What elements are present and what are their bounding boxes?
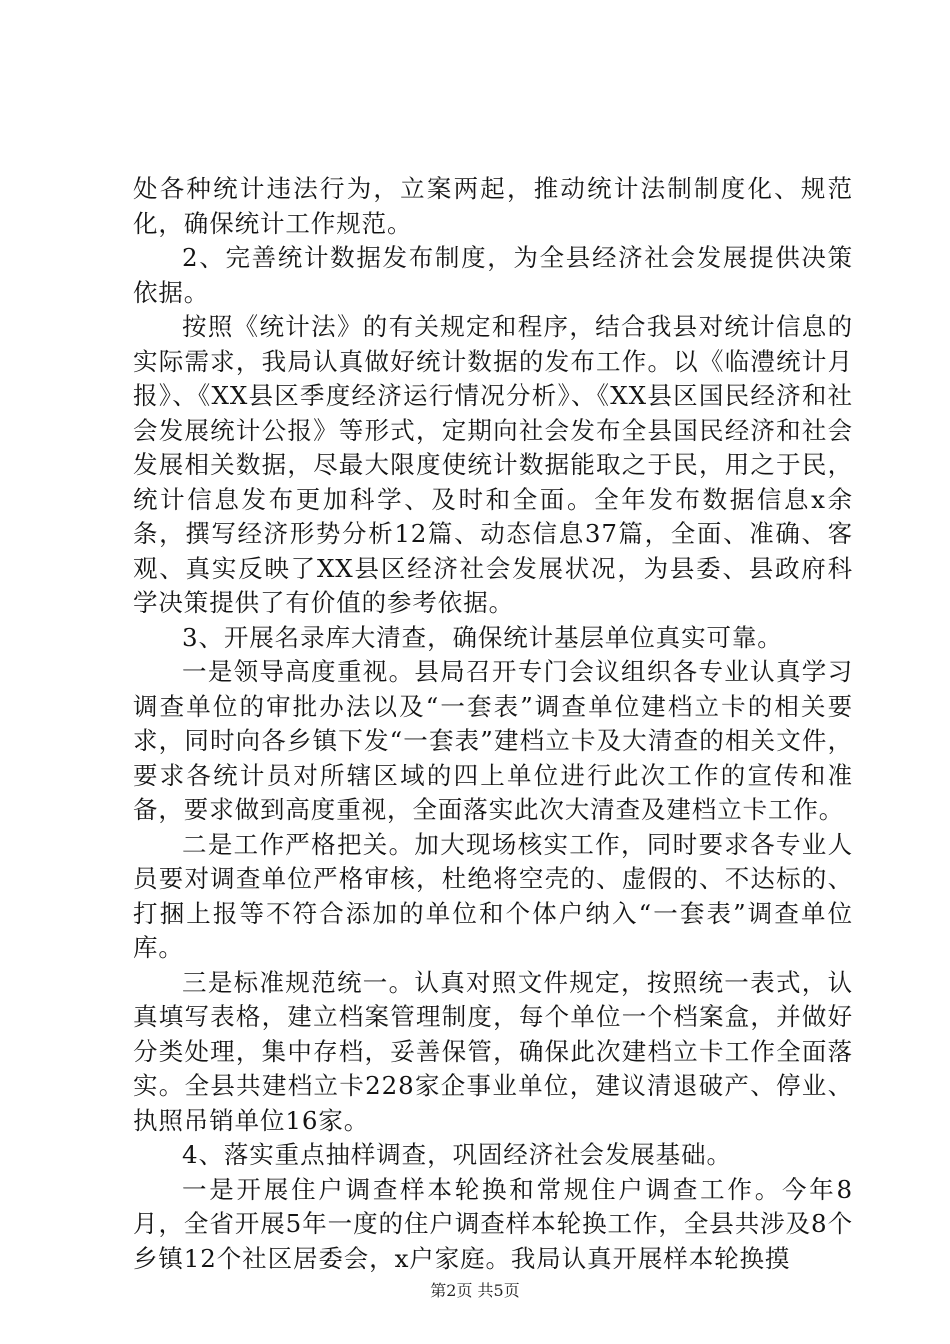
paragraph-leadership: 一是领导高度重视。县局召开专门会议组织各专业认真学习调查单位的审批办法以及“一套表”调查单位建档立卡的相关要求，同时向各乡镇下发“一套表”建档立卡及大清查的相关文件，要求各统计员对所辖区域的四上单位进行此次工作的宣传和准备，要求做到高度重视，全面落实此次大清查及建档立卡工作。 [133,657,853,824]
heading-item-2: 2、完善统计数据发布制度，为全县经济社会发展提供决策依据。 [133,243,853,307]
page-number-footer: 第2页 共5页 [430,1281,520,1300]
document-body [133,172,853,1276]
heading-item-4: 4、落实重点抽样调查，巩固经济社会发展基础。 [182,1140,732,1169]
paragraph-data-release: 按照《统计法》的有关规定和程序，结合我县对统计信息的实际需求，我局认真做好统计数据的发布工作。以《临澧统计月报》、《XX县区季度经济运行情况分析》、《XX县区国民经济和社会发展统计公报》等形式，定期向社会发布全县国民经济和社会发展相关数据，尽最大限度使统计数据能取之于民，用之于民，统计信息发布更加科学、及时和全面。全年发布数据信息x余条，撰写经济形势分析12篇、动态信息37篇，全面、准确、客观、真实反映了XX县区经济社会发展状况，为县委、县政府科学决策提供了有价值的参考依据。 [133,312,853,617]
heading-item-3: 3、开展名录库大清查，确保统计基层单位真实可靠。 [182,622,783,652]
paragraph-household-survey: 一是开展住户调查样本轮换和常规住户调查工作。今年8月，全省开展5年一度的住户调查样本轮换工作，全县共涉及8个乡镇12个社区居委会，x户家庭。我局认真开展样本轮换摸 [133,1174,853,1273]
paragraph-continuation: 处各种统计违法行为，立案两起，推动统计法制制度化、规范化，确保统计工作规范。 [133,174,853,238]
paragraph-standards: 三是标准规范统一。认真对照文件规定，按照统一表式，认真填写表格，建立档案管理制度，每个单位一个档案盒，并做好分类处理，集中存档，妥善保管，确保此次建档立卡工作全面落实。全县共建档立卡228家企事业单位，建议清退破产、停业、执照吊销单位16家。 [133,967,853,1135]
paragraph-strict-review: 二是工作严格把关。加大现场核实工作，同时要求各专业人员要对调查单位严格审核，杜绝将空壳的、虚假的、不达标的、打捆上报等不符合添加的单位和个体户纳入“一套表”调查单位库。 [133,829,853,962]
